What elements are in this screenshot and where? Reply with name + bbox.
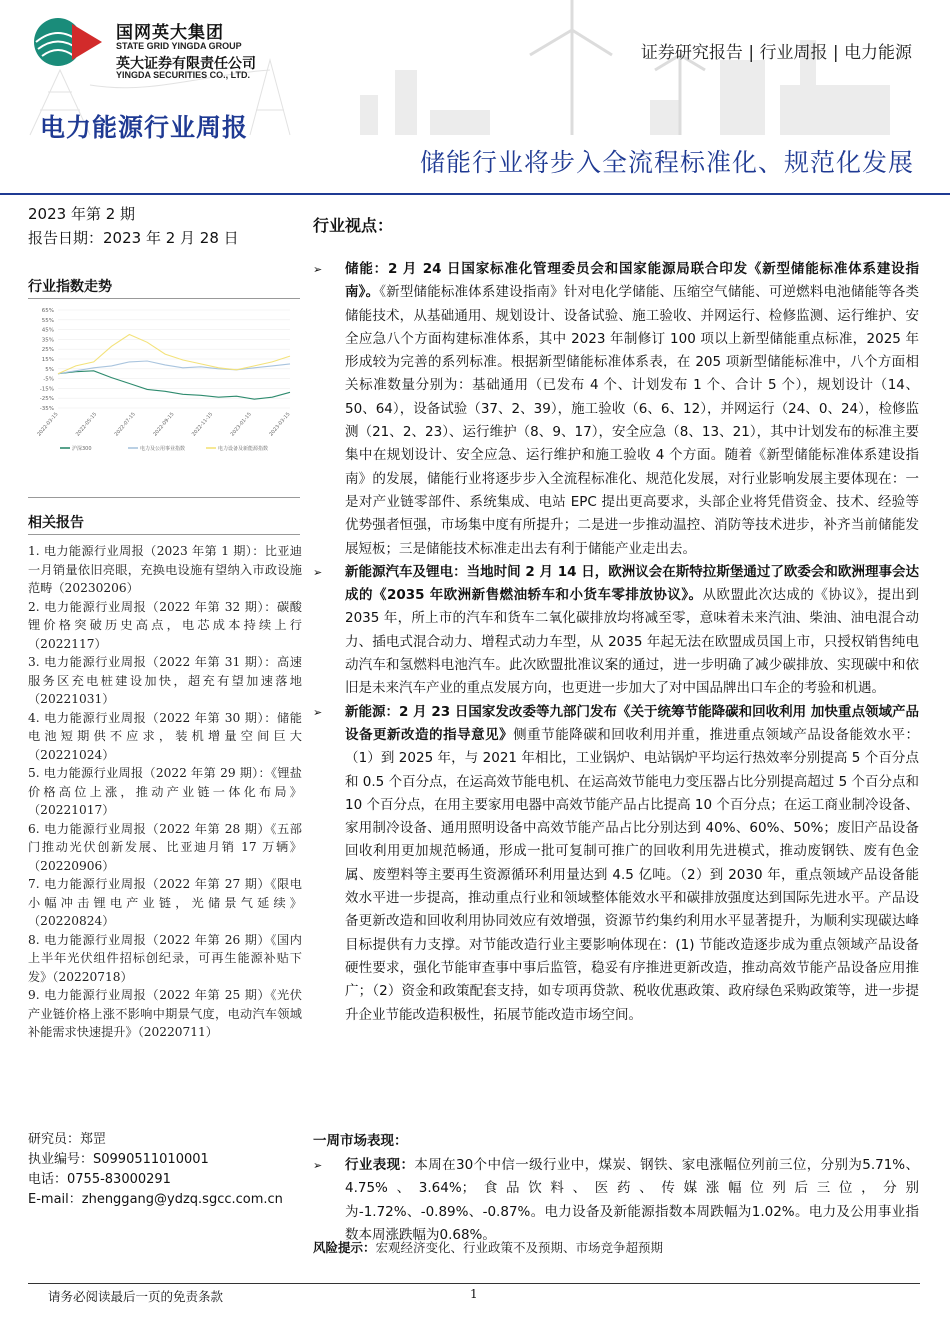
risk-notice	[313, 1238, 663, 1256]
page-number: 1	[470, 1287, 478, 1301]
related-reports-divider	[28, 534, 300, 535]
market-text: 本周在30个中信一级行业中，煤炭、钢铁、家电涨幅位列前三位，分别为5.71%、4.75%、3.64%；食品饮料、医药、传媒涨幅位列后三位，分别为-1.72%、-0.89%、-0.87%。电力设备及新能源指数本周跌幅为1.02%。电力及公用事业指数本周涨跌幅为0.68%。	[345, 1157, 919, 1243]
analyst-license: 执业编号：S0990511010001	[28, 1152, 209, 1167]
bullet-arrow-icon: ➢	[313, 565, 323, 579]
related-report-item[interactable]: 2. 电力能源行业周报（2022 年第 32 期）：碳酸锂价格突破历史高点，电芯成本持续上行（2022117）	[28, 599, 302, 651]
viewpoint-body	[313, 258, 919, 1027]
chart-y-tick-label: -5%	[43, 376, 54, 383]
chart-x-tick-label: 2022-07-15	[113, 411, 137, 438]
analyst-email[interactable]: E-mail：zhenggang@ydzq.sgcc.com.cn	[28, 1192, 283, 1207]
bullet-arrow-icon: ➢	[313, 1159, 323, 1172]
viewpoint-title: 行业视点：	[313, 216, 394, 235]
chart-x-tick-label: 2022-09-15	[152, 411, 176, 438]
chart-x-tick-label: 2023-03-15	[268, 411, 292, 438]
related-reports-title: 相关报告	[28, 515, 84, 531]
analyst-info	[28, 1130, 283, 1210]
chart-legend-label: 沪深300	[72, 446, 92, 452]
bullet-headline: 新能源汽车及锂电：当地时间 2 月 14 日，欧洲议会在斯特拉斯堡通过了欧委会和欧洲理事会达成的《2035 年欧洲新售燃油轿车和小货车零排放协议》。	[345, 563, 919, 604]
related-report-item[interactable]: 5. 电力能源行业周报（2022 年第 29 期）：《锂盐价格高位上涨，推动产业链一体化布局》（20221017）	[28, 766, 302, 817]
chart-y-tick-label: 45%	[41, 327, 54, 334]
related-reports-list	[28, 542, 302, 1042]
viewpoint-bullet-storage	[313, 258, 919, 561]
footer-disclaimer: 请务必阅读最后一页的免责条款	[48, 1289, 224, 1304]
chart-legend-label: 电力及公用事业指数	[140, 446, 186, 452]
risk-text: 宏观经济变化、行业政策不及预期、市场竞争超预期	[375, 1240, 664, 1255]
chart-y-tick-label: 25%	[41, 347, 54, 354]
bullet-text: 侧重节能降碳和回收利用并重，推进重点领域产品设备能效水平：（1）到 2025 年，与 2021 年相比，工业锅炉、电站锅炉平均运行热效率分别提高 5 个百分点和 0.5 个百分点，在运高效节能电机、在运高效节能电力变压器占比分别提高超过 5 个百分点和 10 个百分点，在用主要家用电器中高效节能产品占比提高 10 个百分点；在运工商业制冷设备、家用制冷设备、通用照明设备中高效节能产品占比分别达到 40%、60%、50%；废旧产品设备回收利用更加规范畅通，形成一批可复制可推广的回收利用先进模式，推动废钢铁、废有色金属、废塑料等主要再生资源循环利用量达到 4.5 亿吨。（2）到 2030 年，重点领域产品设备能效水平进一步提高，推动重点行业和领域整体能效水平和碳排放强度达到国际先进水平。产品设备更新改造和回收利用协同效应有效增强，资源节约集约利用水平显著提升，为顺利实现碳达峰目标提供有力支撑。对节能改造行业主要影响体现在：(1) 节能改造逐步成为重点领域产品设备硬性要求，强化节能审查事中事后监管，稳妥有序推进更新改造，推动高效节能产品设备应用推广；（2）资金和政策配套支持，如专项再贷款、税收优惠政策、政府绿色采购政策等，进一步提升企业节能改造积极性，拓展节能改造市场空间。	[345, 726, 920, 1023]
chart-y-tick-label: 5%	[45, 366, 54, 373]
report-date: 报告日期：2023 年 2 月 28 日	[28, 229, 239, 247]
company-name-cn: 国网英大集团	[116, 23, 224, 43]
related-report-item[interactable]: 3. 电力能源行业周报（2022 年第 31 期）：高速服务区充电桩建设加快，超充有望加速落地（20221031）	[28, 655, 302, 706]
chart-series-line-0	[58, 371, 290, 399]
chart-section-title: 行业指数走势	[28, 279, 112, 295]
bullet-arrow-icon: ➢	[313, 705, 323, 719]
chart-series-line-1	[58, 361, 290, 374]
footer-divider	[28, 1283, 920, 1284]
bullet-headline: 储能：2 月 24 日国家标准化管理委员会和国家能源局联合印发《新型储能标准体系建设指南》。	[345, 261, 919, 301]
viewpoint-bullet-new-energy	[313, 701, 919, 1027]
chart-y-tick-label: 35%	[41, 337, 54, 344]
chart-x-tick-label: 2023-01-15	[229, 411, 253, 438]
viewpoint-bullet-ev-battery	[313, 561, 919, 701]
issue-number: 2023 年第 2 期	[28, 205, 136, 223]
chart-x-tick-label: 2022-03-15	[36, 411, 60, 438]
market-bullet	[313, 1154, 919, 1247]
bullet-arrow-icon: ➢	[313, 263, 323, 276]
chart-y-tick-label: -15%	[39, 386, 54, 393]
company-logo	[32, 16, 104, 68]
related-report-item[interactable]: 6. 电力能源行业周报（2022 年第 28 期）《五部门推动光伏创新发展、比亚迪月销 17 万辆》（20220906）	[28, 821, 302, 873]
chart-y-tick-label: 65%	[41, 308, 54, 314]
related-report-item[interactable]: 4. 电力能源行业周报（2022 年第 30 期）：储能电池短期供不应求，装机增量空间巨大（20221024）	[28, 710, 302, 762]
market-headline: 行业表现：	[345, 1157, 415, 1173]
related-report-item[interactable]: 1. 电力能源行业周报（2023 年第 1 期）：比亚迪一月销量依旧亮眼，充换电设施有望纳入市政设施范畴（20230206）	[28, 544, 302, 595]
market-body	[313, 1154, 919, 1247]
bullet-text: 从欧盟此次达成的《协议》，提出到 2035 年，所上市的汽车和货车二氧化碳排放均将减至零，意味着未来汽油、柴油、油电混合动力、插电式混合动力、增程式动力车型，从 2035 年起无法在欧盟成员国上市，只授权销售纯电动汽车和氢燃料电池汽车。此次欧盟批准议案的通过，进一步明确了减少碳排放、实现碳中和依旧是未来汽车产业的重点发展方向，也更进一步加大了对中国品牌出口车企的考验和机遇。	[345, 587, 919, 697]
chart-y-tick-label: -25%	[39, 396, 54, 403]
chart-x-tick-label: 2022-05-15	[74, 411, 99, 438]
chart-divider-bottom	[28, 497, 300, 498]
page-title: 储能行业将步入全流程标准化、规范化发展	[419, 148, 914, 177]
risk-label: 风险提示：	[313, 1240, 376, 1255]
analyst-phone: 电话：0755-83000291	[28, 1172, 171, 1187]
chart-y-tick-label: -35%	[39, 406, 54, 412]
chart-y-tick-label: 15%	[41, 357, 54, 363]
document-type: 证券研究报告 | 行业周报 | 电力能源	[640, 43, 912, 63]
related-report-item[interactable]: 8. 电力能源行业周报（2022 年第 26 期）《国内上半年光伏组件招标创纪录，可再生能源补贴下发》（20220718）	[28, 932, 302, 984]
chart-x-tick-label: 2022-11-15	[190, 411, 215, 438]
bullet-headline: 新能源：2 月 23 日国家发改委等九部门发布《关于统筹节能降碳和回收利用 加快重点领域产品设备更新改造的指导意见》	[345, 703, 919, 743]
chart-divider-top	[28, 298, 300, 299]
related-report-item[interactable]: 9. 电力能源行业周报（2022 年第 25 期）《光伏产业链价格上涨不影响中期景气度，电动汽车领域补能需求快速提升》（20220711）	[28, 988, 302, 1039]
bullet-text: 《新型储能标准体系建设指南》针对电化学储能、压缩空气储能、可逆燃料电池储能等各类储能技术，从基础通用、规划设计、设备试验、施工验收、并网运行、检修监测、运行维护、安全应急八个方面构建标准体系，其中 2023 年制修订 100 项以上新型储能重点标准，2025 年形成较为完善的系列标准。根据新型储能标准体系表，在 205 项新型储能标准中，八个方面相关标准数量分别为：基础通用（已发布 4 个、计划发布 1 个、合计 5 个），规划设计（14、50、64），设备试验（37、2、39），施工验收（6、6、12），并网运行（24、0、24），检修监测（21、2、23）、运行维护（8、9、17），安全应急（8、13、21），其中计划发布的标准主要集中在规划设计、安全应急、运行维护和施工验收 4 个方面。随着《新型储能标准体系建设指南》的发展，储能行业将逐步步入全流程标准化、规范化发展，对行业影响发展主要体现在：一是对产业链零部件、系统集成、电站 EPC 提出更高要求，头部企业将凭借资金、技术、经验等优势强者恒强，市场集中度有所提升；二是进一步推动温控、消防等技术进步，补齐当前储能发展短板；三是储能技术标准走出去有利于储能产业走出去。	[345, 284, 919, 557]
company-name-en: STATE GRID YINGDA GROUP	[116, 41, 242, 51]
chart-y-tick-label: 55%	[41, 317, 54, 324]
chart-legend-label: 电力设备及新能源指数	[218, 446, 269, 452]
related-report-item[interactable]: 7. 电力能源行业周报（2022 年第 27 期）《限电小幅冲击锂电产业链，光储景气延续》（20220824）	[28, 877, 302, 928]
market-section-title: 一周市场表现：	[313, 1133, 408, 1149]
securities-name-en: YINGDA SECURITIES CO., LTD.	[116, 70, 251, 80]
header-divider	[0, 193, 950, 195]
securities-name-cn: 英大证券有限责任公司	[116, 56, 256, 72]
analyst-name: 研究员：郑罡	[28, 1132, 107, 1147]
series-title: 电力能源行业周报	[40, 113, 249, 142]
industry-index-chart	[28, 302, 300, 460]
